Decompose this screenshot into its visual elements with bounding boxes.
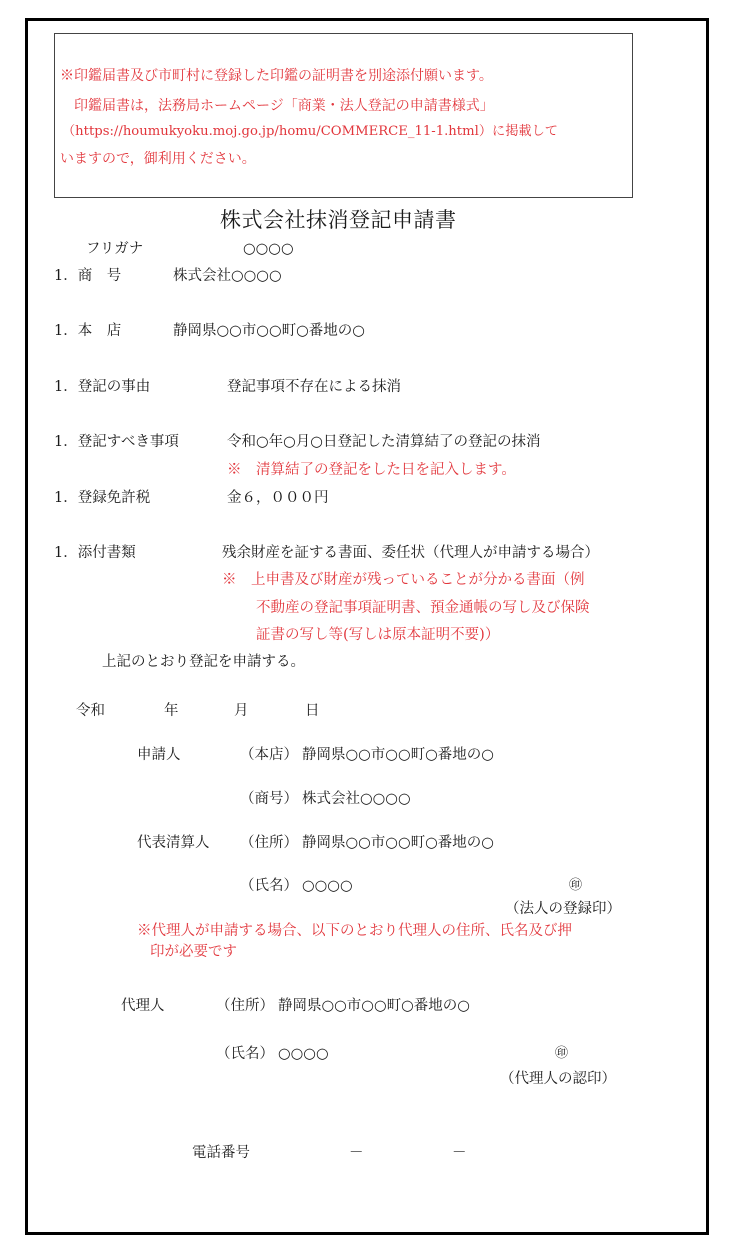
item-value-reason: 登記事項不存在による抹消 <box>227 379 401 395</box>
date-day: 日 <box>305 703 320 719</box>
statement: 上記のとおり登記を申請する。 <box>102 654 305 670</box>
date-year: 年 <box>164 703 179 719</box>
item-value-head-office: 静岡県○○市○○町○番地の○ <box>173 323 365 339</box>
applicant-trade-name-label: （商号） <box>240 791 298 807</box>
agent-note: 印が必要です <box>150 944 237 960</box>
item-label-tax: 1．登録免許税 <box>54 490 151 506</box>
phone-separator: － <box>349 1145 364 1161</box>
page-title: 株式会社抹消登記申請書 <box>220 208 457 232</box>
item-note-attachments: 不動産の登記事項証明書、預金通帳の写し及び保険 <box>256 600 590 616</box>
liquidator-label: 代表清算人 <box>137 835 210 851</box>
item-note-attachments: ※ 上申書及び財産が残っていることが分かる書面（例 <box>222 572 585 588</box>
date-era: 令和 <box>76 703 105 719</box>
agent-address: 静岡県○○市○○町○番地の○ <box>278 998 470 1014</box>
phone-separator: － <box>452 1145 467 1161</box>
liquidator-name: ○○○○ <box>302 878 353 894</box>
item-label-attachments: 1．添付書類 <box>54 545 136 561</box>
seal-icon: ㊞ <box>555 1046 569 1061</box>
item-label-trade-name: 1．商 号 <box>54 268 122 284</box>
item-value-attachments: 残余財産を証する書面、委任状（代理人が申請する場合） <box>222 545 599 561</box>
liquidator-address: 静岡県○○市○○町○番地の○ <box>302 835 494 851</box>
furigana-label: フリガナ <box>86 241 144 257</box>
agent-note: ※代理人が申請する場合、以下のとおり代理人の住所、氏名及び押 <box>137 923 572 939</box>
applicant-head-office: 静岡県○○市○○町○番地の○ <box>302 747 494 763</box>
item-label-reason: 1．登記の事由 <box>54 379 151 395</box>
item-label-head-office: 1．本 店 <box>54 323 122 339</box>
applicant-label: 申請人 <box>137 747 181 763</box>
notice-line: いますので，御利用ください。 <box>60 151 256 167</box>
date-month: 月 <box>234 703 249 719</box>
applicant-trade-name: 株式会社○○○○ <box>302 791 411 807</box>
item-value-trade-name: 株式会社○○○○ <box>173 268 282 284</box>
applicant-head-office-label: （本店） <box>240 747 298 763</box>
item-note-attachments: 証書の写し等(写しは原本証明不要)） <box>256 627 500 643</box>
liquidator-name-label: （氏名） <box>240 878 298 894</box>
seal-icon: ㊞ <box>569 878 583 893</box>
furigana-value: ○○○○ <box>243 241 294 257</box>
agent-name: ○○○○ <box>278 1046 329 1062</box>
item-value-matters: 令和○年○月○日登記した清算結了の登記の抹消 <box>227 434 541 450</box>
notice-line: 印鑑届書は，法務局ホームページ「商業・法人登記の申請書様式」 <box>60 98 494 114</box>
agent-address-label: （住所） <box>216 998 274 1014</box>
notice-line: ※印鑑届書及び市町村に登録した印鑑の証明書を別途添付願います。 <box>60 68 493 84</box>
item-note-matters: ※ 清算結了の登記をした日を記入します。 <box>227 462 516 478</box>
phone-label: 電話番号 <box>192 1145 250 1161</box>
item-value-tax: 金６，０００円 <box>227 490 329 506</box>
agent-seal-caption: （代理人の認印） <box>500 1071 616 1087</box>
liquidator-address-label: （住所） <box>240 835 298 851</box>
item-label-matters: 1．登記すべき事項 <box>54 434 179 450</box>
notice-line: （https://houmukyoku.moj.go.jp/homu/COMMERCE_11-1.html）に掲載して <box>62 124 558 139</box>
agent-name-label: （氏名） <box>216 1046 274 1062</box>
agent-label: 代理人 <box>121 998 165 1014</box>
liquidator-seal-caption: （法人の登録印） <box>505 901 621 917</box>
